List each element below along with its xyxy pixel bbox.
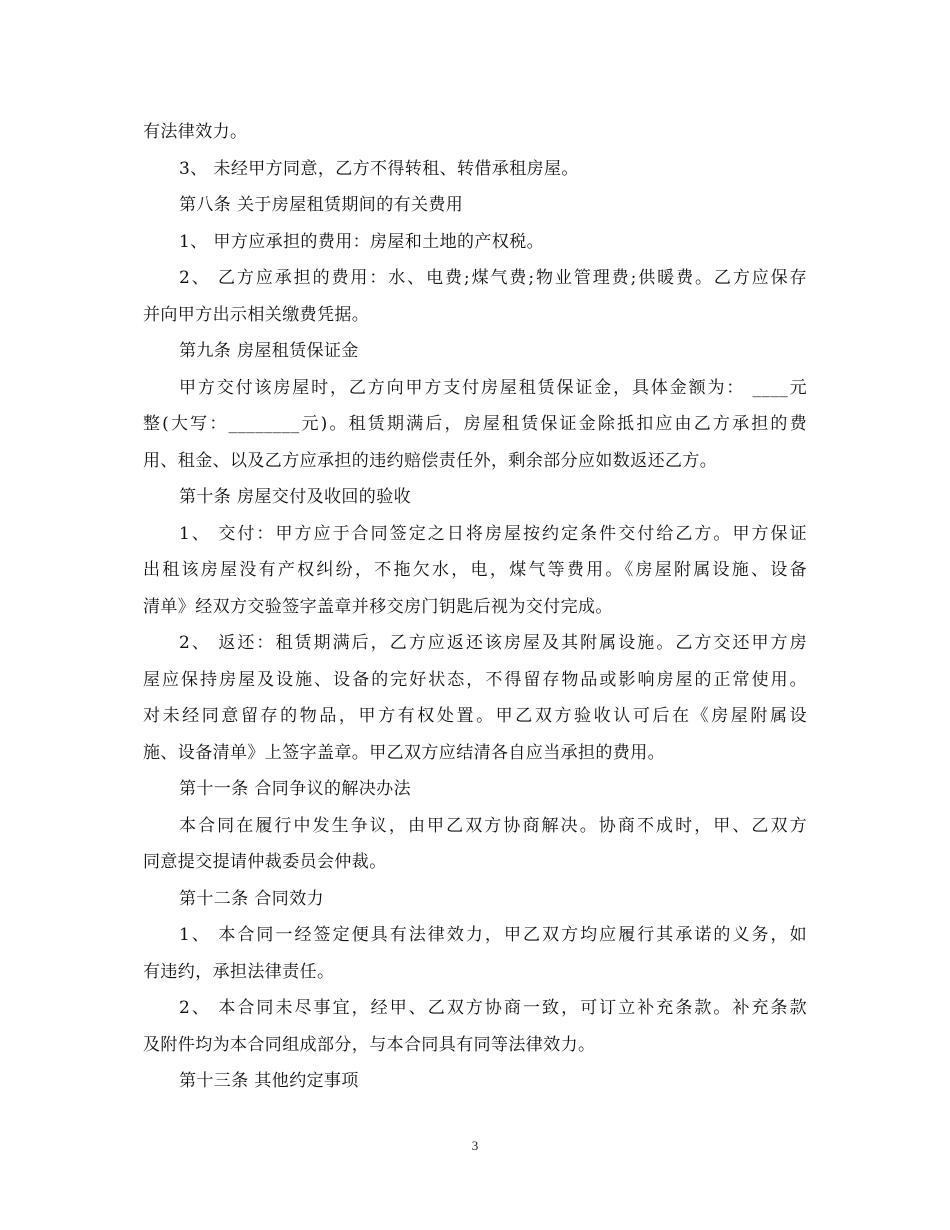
text-line: 3、 未经甲方同意，乙方不得转租、转借承租房屋。 [179, 158, 579, 179]
text-line: 本合同在履行中发生争议，由甲乙双方协商解决。协商不成时，甲、乙双方 [179, 815, 807, 836]
text-line: 1、 甲方应承担的费用：房屋和土地的产权税。 [179, 231, 545, 252]
article-heading: 第八条 关于房屋租赁期间的有关费用 [179, 195, 464, 215]
article-heading: 第十二条 合同效力 [179, 888, 325, 909]
document-body [143, 114, 807, 1100]
text-line: 对未经同意留存的物品，甲方有权处置。甲乙双方验收认可后在《房屋附属设 [143, 706, 807, 726]
article-heading: 第十三条 其他约定事项 [179, 1071, 359, 1091]
text-line: 屋应保持房屋及设施、设备的完好状态，不得留存物品或影响房屋的正常使用。 [143, 669, 807, 690]
text-line: 2、 乙方应承担的费用：水、电费;煤气费;物业管理费;供暖费。乙方应保存 [179, 268, 807, 288]
text-line: 1、 交付：甲方应于合同签定之日将房屋按约定条件交付给乙方。甲方保证 [179, 523, 807, 544]
text-line: 2、 本合同未尽事宜，经甲、乙双方协商一致，可订立补充条款。补充条款 [179, 998, 807, 1018]
text-line: 甲方交付该房屋时，乙方向甲方支付房屋租赁保证金，具体金额为： ____元 [179, 377, 807, 398]
article-heading: 第九条 房屋租赁保证金 [179, 341, 359, 361]
text-line: 整(大写：________元)。租赁期满后，房屋租赁保证金除抵扣应由乙方承担的费 [143, 414, 807, 434]
article-heading: 第十一条 合同争议的解决办法 [179, 779, 412, 799]
article-heading: 第十条 房屋交付及收回的验收 [179, 487, 412, 507]
page-number: 3 [471, 1138, 479, 1153]
text-line: 有违约，承担法律责任。 [143, 961, 335, 982]
text-line: 有法律效力。 [143, 122, 248, 142]
text-line: 及附件均为本合同组成部分，与本合同具有同等法律效力。 [143, 1034, 596, 1055]
text-line: 同意提交提请仲裁委员会仲裁。 [143, 852, 387, 872]
text-line: 施、设备清单》上签字盖章。甲乙双方应结清各自应当承担的费用。 [143, 742, 665, 763]
text-line: 并向甲方出示相关缴费凭据。 [143, 304, 370, 325]
text-line: 1、 本合同一经签定便具有法律效力，甲乙双方均应履行其承诺的义务，如 [179, 925, 807, 945]
text-line: 清单》经双方交验签字盖章并移交房门钥匙后视为交付完成。 [143, 596, 613, 617]
text-line: 用、租金、以及乙方应承担的违约赔偿责任外，剩余部分应如数返还乙方。 [143, 450, 718, 471]
text-line: 2、 返还：租赁期满后，乙方应返还该房屋及其附属设施。乙方交还甲方房 [179, 633, 807, 653]
text-line: 出租该房屋没有产权纠纷，不拖欠水，电，煤气等费用。《房屋附属设施、设备 [143, 560, 807, 580]
